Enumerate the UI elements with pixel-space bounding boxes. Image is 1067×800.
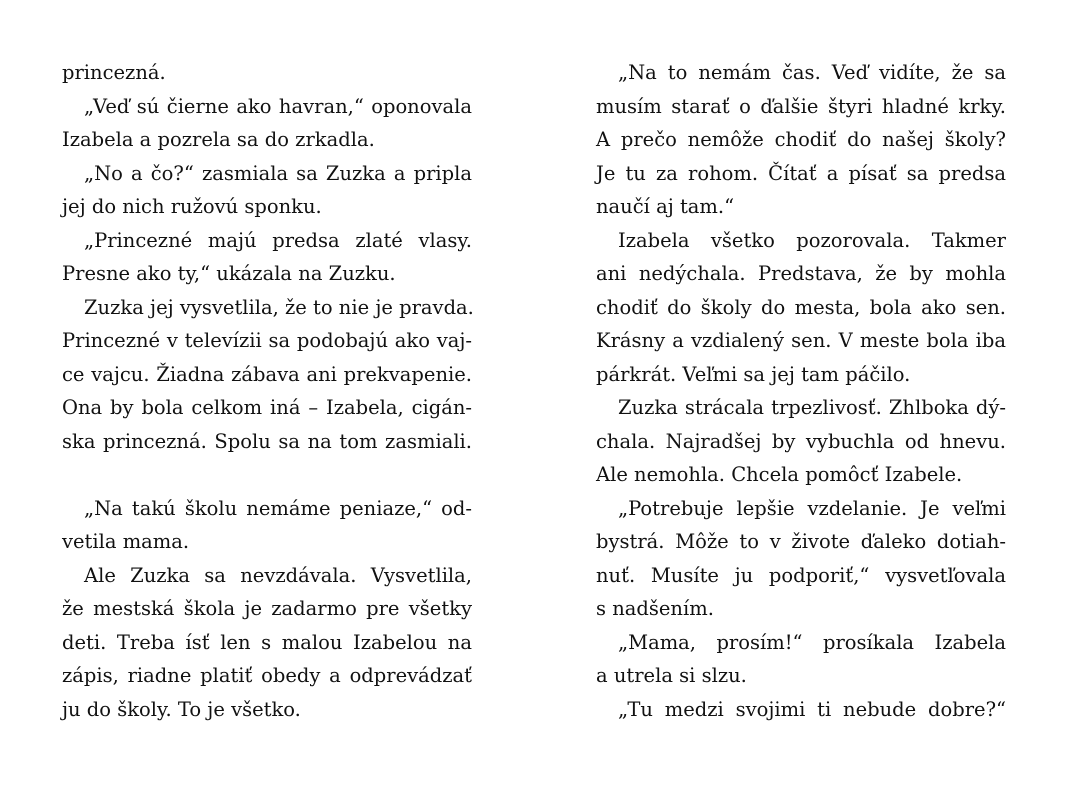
left-page <box>62 56 472 726</box>
text-line: „No a čo?“ zasmiala sa Zuzka a pripla <box>84 161 472 185</box>
text-line: „Na takú školu nemáme peniaze,“ od- <box>84 496 472 520</box>
text-line: Izabela všetko pozorovala. Takmer <box>618 228 1006 252</box>
text-line: Izabela a pozrela sa do zrkadla. <box>62 128 375 151</box>
text-line: a utrela si slzu. <box>596 664 747 687</box>
text-line: „Potrebuje lepšie vzdelanie. Je veľmi <box>618 496 1006 520</box>
text-line: vetila mama. <box>62 530 190 553</box>
text-line: zápis, riadne platiť obedy a odprevádzať <box>62 664 472 687</box>
text-line: ani nedýchala. Predstava, že by mohla <box>596 262 1006 285</box>
text-line: s nadšením. <box>596 597 714 620</box>
text-line: ju do školy. To je všetko. <box>62 697 301 721</box>
text-line: Krásny a vzdialený sen. V meste bola iba <box>596 329 1006 352</box>
text-line: chodiť do školy do mesta, bola ako sen. <box>596 295 1006 319</box>
text-line: Princezné v televízii sa podobajú ako vaj- <box>62 329 472 352</box>
text-line: princezná. <box>62 61 166 84</box>
text-line: Presne ako ty,“ ukázala na Zuzku. <box>62 262 396 285</box>
text-line: Ale Zuzka sa nevzdávala. Vysvetlila, <box>84 563 472 587</box>
text-line: musím starať o ďalšie štyri hladné krky. <box>596 94 1006 118</box>
text-line: „Princezné majú predsa zlaté vlasy. <box>84 228 472 252</box>
text-line: jej do nich ružovú sponku. <box>62 195 322 218</box>
right-page <box>596 56 1006 726</box>
text-line <box>62 458 472 492</box>
text-line: párkrát. Veľmi sa jej tam páčilo. <box>596 362 911 386</box>
text-line: naučí aj tam.“ <box>596 195 735 218</box>
text-line: ska princezná. Spolu sa na tom zasmiali. <box>62 429 472 453</box>
text-line: bystrá. Môže to v živote ďaleko dotiah- <box>596 530 1006 553</box>
text-line: A prečo nemôže chodiť do našej školy? <box>596 128 1006 151</box>
text-line: „Mama, prosím!“ prosíkala Izabela <box>618 630 1006 654</box>
text-line: chala. Najradšej by vybuchla od hnevu. <box>596 429 1006 453</box>
text-line: že mestská škola je zadarmo pre všetky <box>62 597 472 620</box>
text-line: ce vajcu. Žiadna zábava ani prekvapenie. <box>62 362 472 386</box>
text-line: Zuzka strácala trpezlivosť. Zhlboka dý- <box>618 396 1006 419</box>
text-line: deti. Treba ísť len s malou Izabelou na <box>62 630 472 654</box>
text-line: Zuzka jej vysvetlila, že to nie je pravda. <box>84 295 474 319</box>
text-line: Ona by bola celkom iná – Izabela, cigán- <box>62 396 472 419</box>
text-line: „Veď sú čierne ako havran,“ oponovala <box>84 94 472 118</box>
text-line: „Tu medzi svojimi ti nebude dobre?“ <box>618 697 1006 721</box>
text-line: nuť. Musíte ju podporiť,“ vysvetľovala <box>596 563 1006 587</box>
text-line: Ale nemohla. Chcela pomôcť Izabele. <box>596 463 963 486</box>
text-line: „Na to nemám čas. Veď vidíte, že sa <box>618 61 1006 84</box>
text-line: Je tu za rohom. Čítať a písať sa predsa <box>596 161 1006 185</box>
